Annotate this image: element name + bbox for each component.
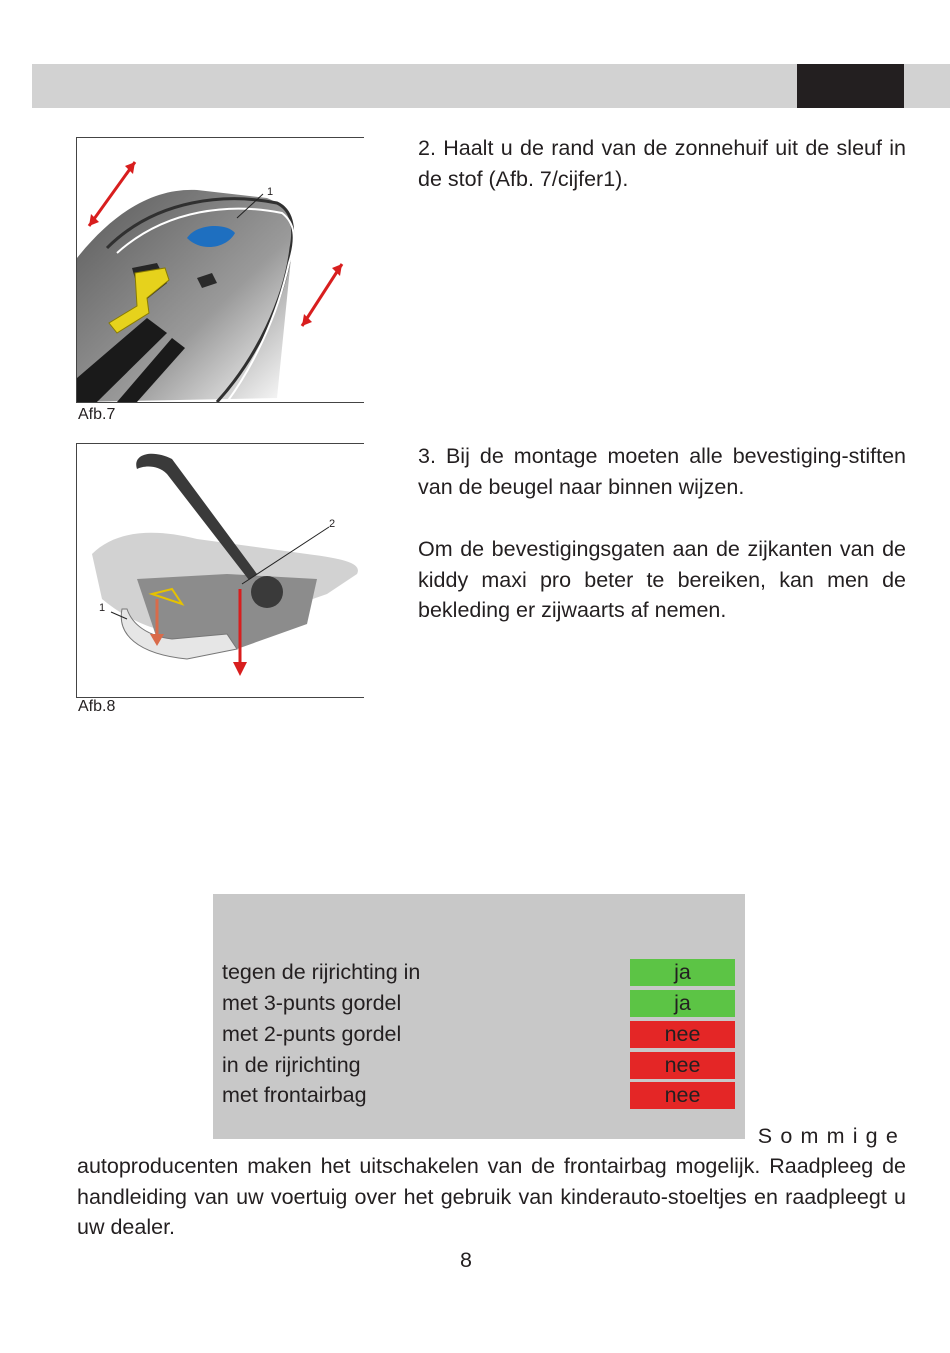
figure-7-illustration xyxy=(76,137,364,403)
header-tab-marker xyxy=(797,64,904,108)
airbag-note-text: autoproducenten maken het uitschakelen van de frontairbag mogelijk. Raadpleeg de handleiding van uw voertuig over het gebruik van kinderauto-stoeltjes en raadpleegt u uw dealer. xyxy=(77,1154,906,1239)
status-badge-yes: ja xyxy=(630,990,735,1017)
airbag-note-first-word: Sommige xyxy=(757,1124,906,1148)
cover-removal-note: Om de bevestigingsgaten aan de zijkanten van de kiddy maxi pro beter te bereiken, kan men de bekleding er zijwaarts af nemen. xyxy=(418,537,906,622)
figure-7-caption: Afb.7 xyxy=(78,406,116,423)
table-row xyxy=(222,988,726,1019)
status-badge-no: nee xyxy=(630,1021,735,1048)
table-row xyxy=(222,1080,726,1111)
status-badge-no: nee xyxy=(630,1082,735,1109)
row-label: in de rijrichting xyxy=(222,1053,361,1077)
row-label: met frontairbag xyxy=(222,1083,367,1107)
step-2-text: 2. Haalt u de rand van de zonnehuif uit de sleuf in de stof (Afb. 7/cijfer1). xyxy=(418,136,906,191)
figure-8-callout-2: 2 xyxy=(329,518,336,530)
status-badge-yes: ja xyxy=(630,959,735,986)
row-label: tegen de rijrichting in xyxy=(222,960,421,984)
compatibility-table xyxy=(213,894,745,1139)
figure-8-callout-1: 1 xyxy=(99,602,106,614)
figure-8-illustration xyxy=(76,443,364,698)
status-badge-no: nee xyxy=(630,1052,735,1079)
page-number: 8 xyxy=(460,1248,472,1272)
row-label: met 3-punts gordel xyxy=(222,991,402,1015)
row-label: met 2-punts gordel xyxy=(222,1022,402,1046)
step-3-text: 3. Bij de montage moeten alle bevestiging-stiften van de beugel naar binnen wijzen. xyxy=(418,444,906,499)
table-row xyxy=(222,1050,726,1081)
figure-8-caption: Afb.8 xyxy=(78,698,116,715)
table-row xyxy=(222,957,726,988)
figure-7-callout: 1 xyxy=(267,186,274,198)
table-row xyxy=(222,1019,726,1050)
